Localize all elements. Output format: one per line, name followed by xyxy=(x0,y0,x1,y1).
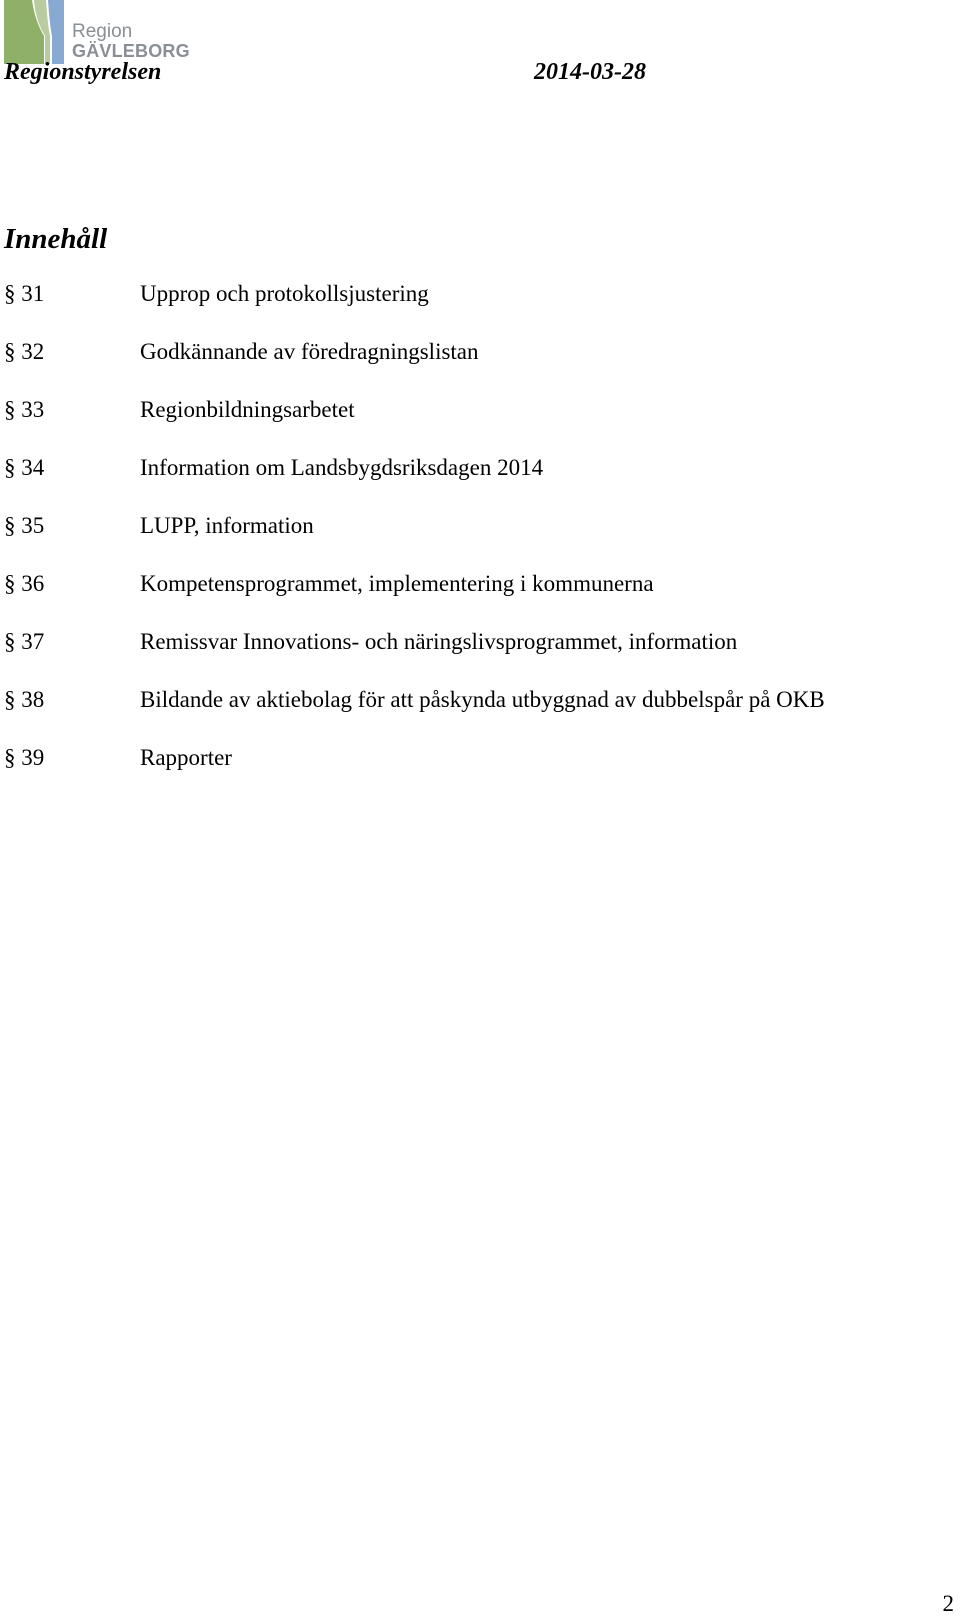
toc-section-title: Kompetensprogrammet, implementering i kommunerna xyxy=(140,571,654,596)
toc-item xyxy=(4,280,944,338)
region-gavleborg-logo xyxy=(4,0,190,64)
toc-item xyxy=(4,338,944,396)
toc-item xyxy=(4,570,944,628)
toc-section-title: Rapporter xyxy=(140,745,232,770)
logo-text-region: Region xyxy=(72,21,133,42)
toc-section-number: § 32 xyxy=(4,339,45,364)
logo-blue-shape xyxy=(48,0,64,64)
toc-section-title: Regionbildningsarbetet xyxy=(140,397,355,422)
toc-section-title: Godkännande av föredragningslistan xyxy=(140,339,479,364)
toc-item xyxy=(4,454,944,512)
toc-item xyxy=(4,512,944,570)
toc-item xyxy=(4,744,944,802)
toc-section-number: § 34 xyxy=(4,455,45,480)
toc-item xyxy=(4,396,944,454)
toc-section-number: § 31 xyxy=(4,281,45,306)
logo-text-gavleborg: GÄVLEBORG xyxy=(72,41,190,61)
toc-section-number: § 37 xyxy=(4,629,45,654)
toc-section-title: Upprop och protokollsjustering xyxy=(140,281,429,306)
header-date: 2014-03-28 xyxy=(534,59,646,85)
logo-mark-icon xyxy=(4,0,70,64)
toc-section-number: § 38 xyxy=(4,687,45,712)
toc-section-number: § 33 xyxy=(4,397,45,422)
page-number: 2 xyxy=(942,1591,954,1616)
toc-item xyxy=(4,686,944,744)
toc-section-number: § 39 xyxy=(4,745,45,770)
header-organization: Regionstyrelsen xyxy=(4,59,162,85)
toc-section-title: Remissvar Innovations- och näringslivsprogrammet, information xyxy=(140,629,738,654)
toc-item xyxy=(4,628,944,686)
toc-section-title: Bildande av aktiebolag för att påskynda utbyggnad av dubbelspår på OKB xyxy=(140,687,825,712)
toc-section-number: § 35 xyxy=(4,513,45,538)
page-title: Innehåll xyxy=(4,223,108,255)
table-of-contents xyxy=(4,280,944,802)
toc-section-number: § 36 xyxy=(4,571,45,596)
toc-section-title: LUPP, information xyxy=(140,513,314,538)
toc-section-title: Information om Landsbygdsriksdagen 2014 xyxy=(140,455,544,480)
